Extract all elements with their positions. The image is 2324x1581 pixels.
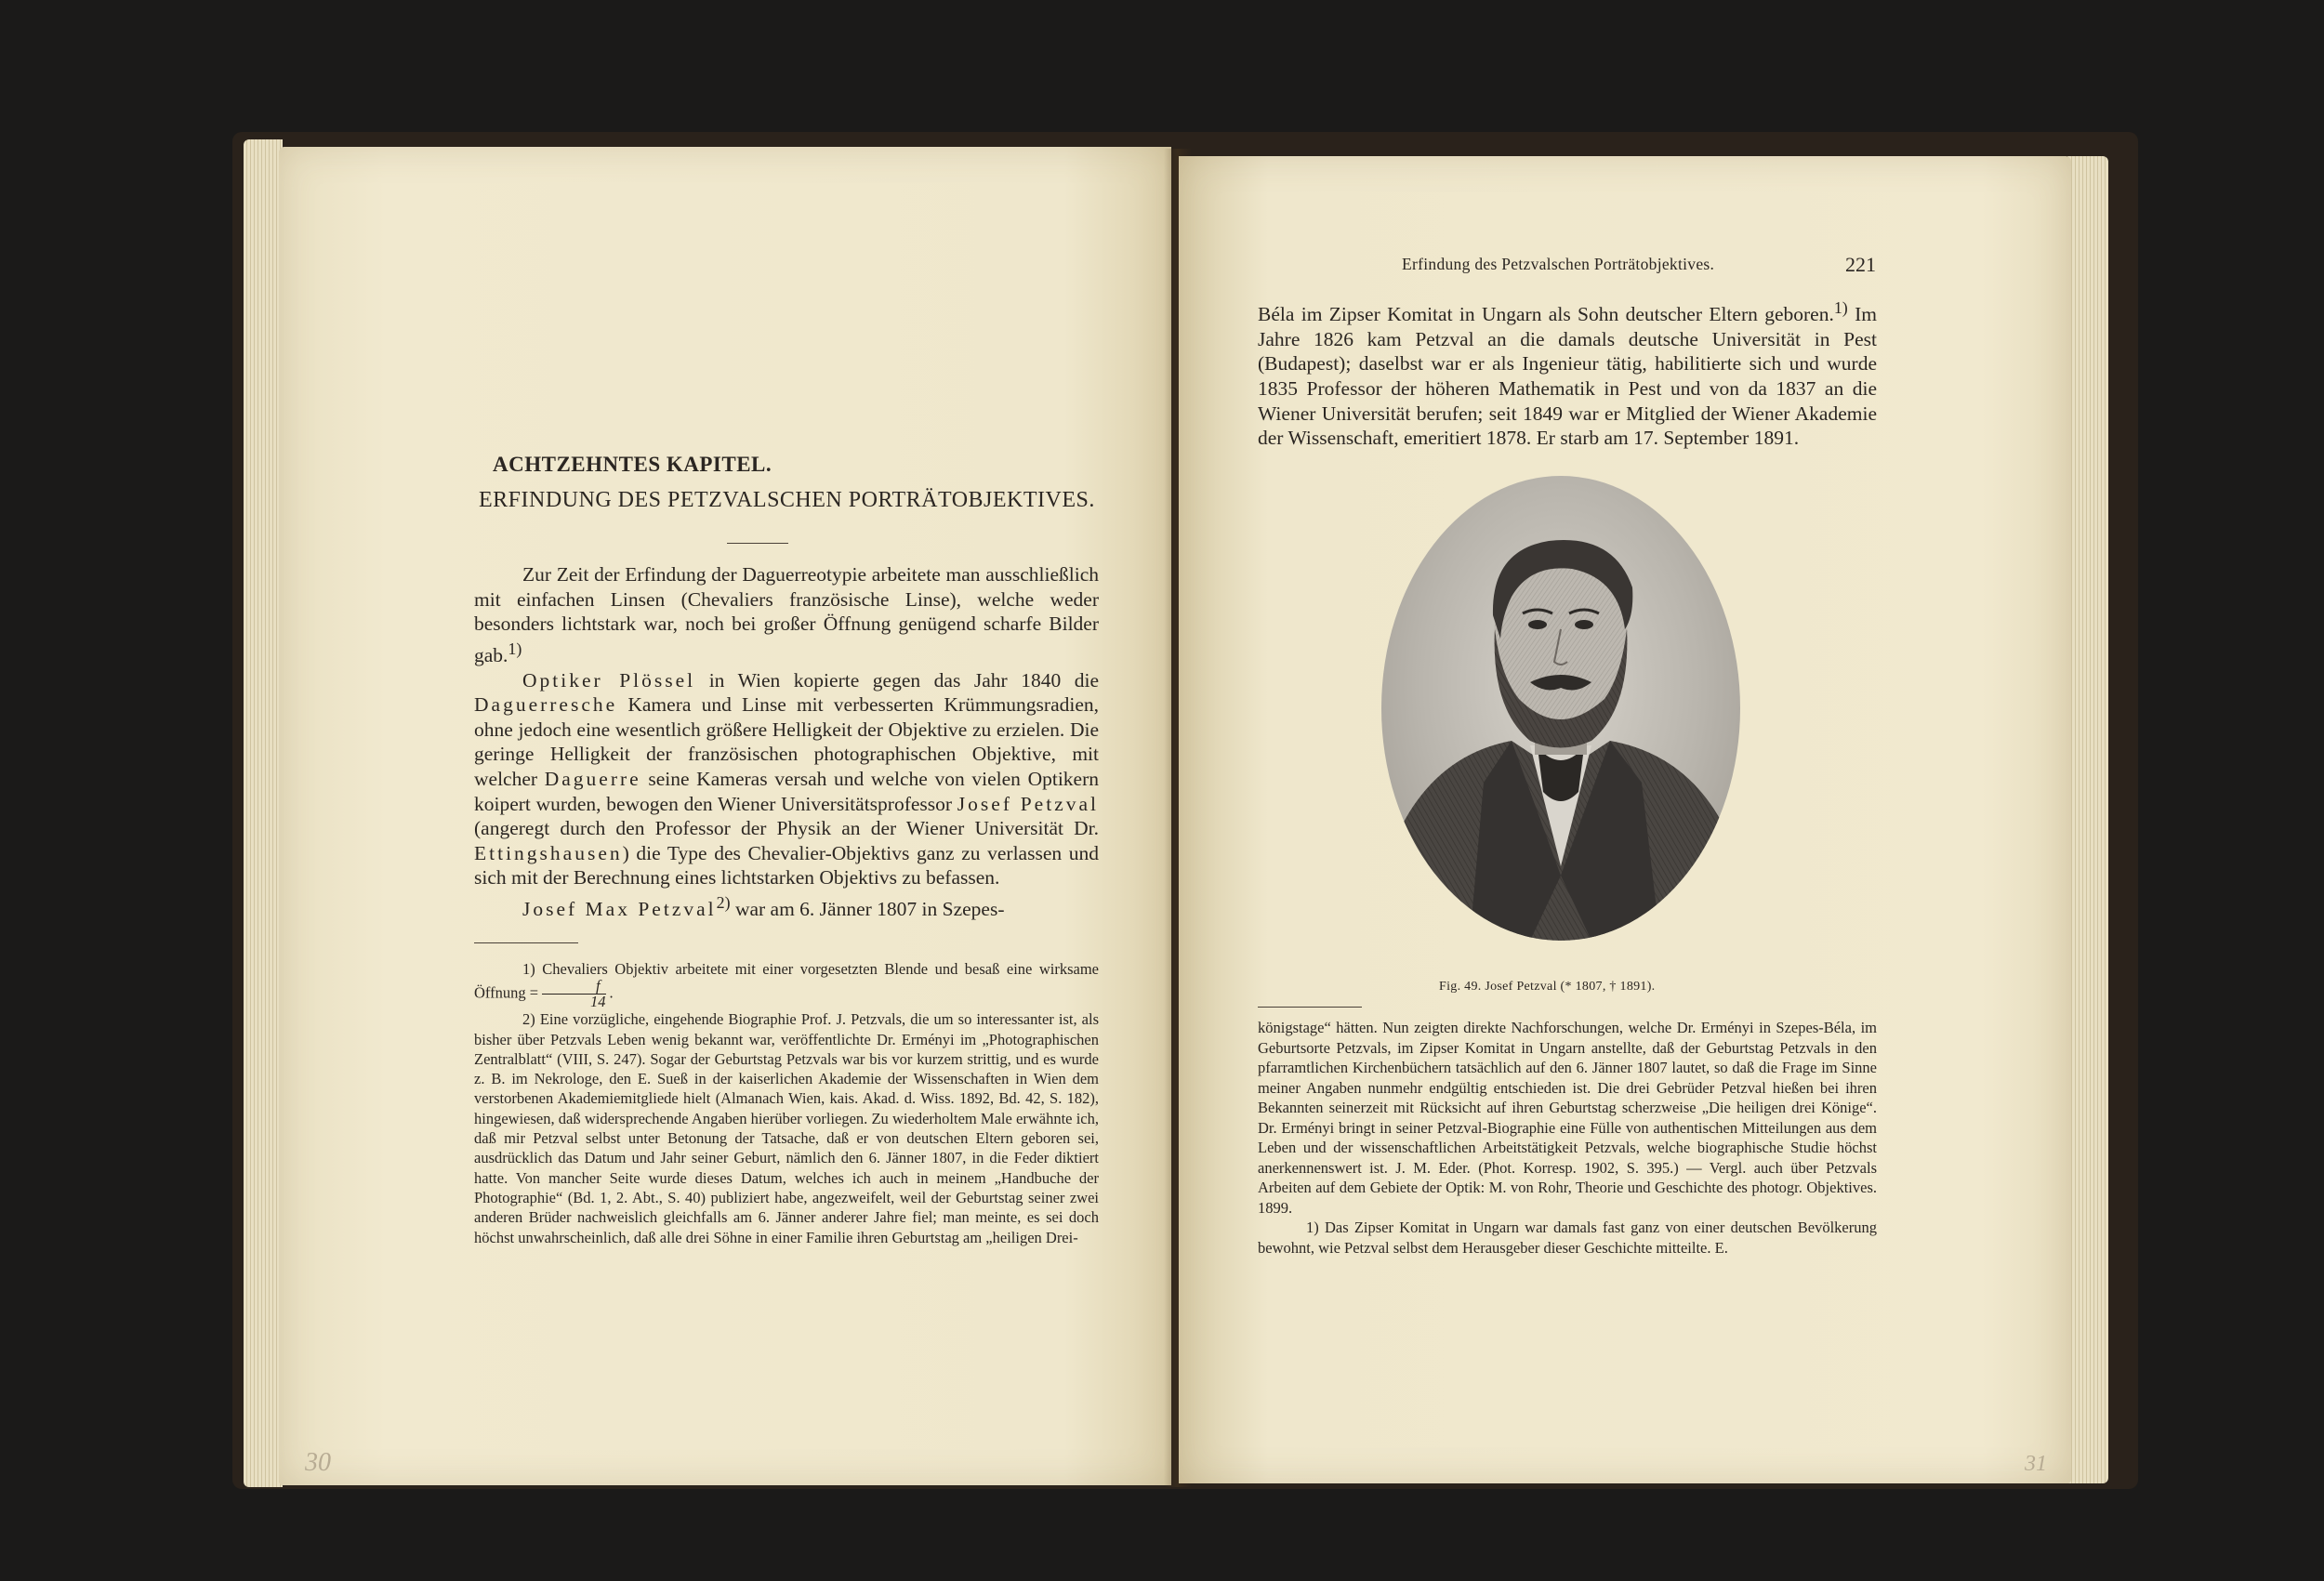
page-edges-left [244, 139, 283, 1487]
footnote-ref: 1) [1833, 298, 1848, 317]
left-body-text [474, 562, 1099, 922]
figure-caption: Fig. 49. Josef Petzval (* 1807, † 1891). [1439, 980, 1656, 994]
portrait-engraving [1381, 476, 1740, 941]
footnote-rule [474, 942, 578, 943]
running-head: Erfindung des Petzvalschen Porträtobjektives. [1402, 255, 1715, 273]
right-footnotes [1258, 1018, 1877, 1258]
footnote: 1) Das Zipser Komitat in Ungarn war damals fast ganz von einer deutschen Bevölkerung bewohnt, wie Petzval selbst dem Herausgeber dieser Geschichte mitteilte. E. [1258, 1219, 1877, 1257]
page-edges-right [2067, 156, 2108, 1483]
title-rule [727, 543, 788, 544]
paragraph: Josef Max Petzval$^{2)}$ war am 6. Jänner 1807 in Szepes- [522, 892, 1005, 921]
portrait-figure [1381, 476, 1740, 941]
footnote: 2) Eine vorzügliche, eingehende Biographie Prof. J. Petzvals, die um so interessanter ist, als bisher über Petzvals Leben wenig bekannt war, veröffentlichte Dr. Erményi im „Photographischen Zentralblatt“ (VIII, S. 247). Sogar der Geburtstag Petzvals war bis vor kurzem strittig, und es wurde z. B. im Nekrologe, den E. Sueß in der kaiserlichen Akademie der Wissenschaften in Wien dem verstorbenen Akademiemitgliede hielt (Almanach Wien, kais. Akad. d. Wiss. 1892, Bd. 42, S. 182), hingewiesen, daß widersprechende Angaben hierüber vorliegen. Zu wiederholtem Male erwähnte ich, daß mir Petzval selbst unter Betonung der Tatsache, daß er von deutschen Eltern geboren sei, ausdrücklich das Datum und Jahr seiner Geburt, nämlich den 6. Jänner 1807, in die Feder diktiert hatte. Von mancher Seite wurde dieses Datum, welches ich auch in meinem „Handbuche der Photographie“ (Bd. 1, 2. Abt., S. 40) publiziert habe, angezweifelt, weil der Geburtstag seiner zwei anderen Brüder nachweislich gleichfalls am 6. Jänner anderer Jahre fiel; man meinte, es sei doch höchst unwahrscheinlich, daß alle drei Söhne in einer Familie ihren Geburtstag am „heiligen Drei- [474, 1010, 1099, 1246]
footnote-continuation: königstage“ hätten. Nun zeigten direkte Nachforschungen, welche Dr. Erményi in Szepes-Béla, im Geburtsorte Petzvals, im Zipser Komitat in Ungarn anstellte, daß der Geburtstag Petzvals in den pfarramtlichen Kirchenbüchern tatsächlich auf den 6. Jänner 1807 lautet, so daß die Frage im Sinne meiner Angaben nunmehr endgültig entschieden ist. Die drei Gebrüder Petzval hießen bei ihren Bekannten seinerzeit mit Rücksicht auf ihren Geburtstag scherzweise „Die heiligen drei Könige“. Dr. Erményi bringt in seiner Petzval-Biographie eine Fülle von authentischen Mitteilungen aus dem Leben und der wissenschaftlichen Arbeitstätigkeit Petzvals, welche biographische Studie höchst anerkennenswert ist. J. M. Eder. (Phot. Korresp. 1902, S. 395.) — Vergl. auch über Petzvals Arbeiten auf dem Gebiete der Optik: M. von Rohr, Theorie und Geschichte des photogr. Objektives. 1899. [1258, 1019, 1877, 1217]
right-body-text [1258, 296, 1877, 451]
paragraph: Béla im Zipser Komitat in Ungarn als Sohn deutscher Eltern geboren.$^{1)}$ Im Jahre 1826 kam Petzval an die damals deutsche Universität in Pest (Budapest); daselbst war er als Ingenieur tätig, habilitierte sich und wurde 1835 Professor der höheren Mathematik in Pest und von da 1837 an die Wiener Universität berufen; seit 1849 war er Mitglied der Wiener Akademie der Wissenschaft, emeritiert 1878. Er starb am 17. September 1891. [1258, 298, 1878, 450]
footnote-ref: 2) [716, 892, 731, 912]
chapter-number: ACHTZEHNTES KAPITEL. [493, 453, 772, 476]
footnote-ref: 1) [508, 639, 522, 658]
page-number: 221 [1845, 253, 1876, 276]
chapter-title: ERFINDUNG DES PETZVALSCHEN PORTRÄTOBJEKTIVES. [479, 488, 1095, 512]
left-footnotes [474, 959, 1099, 1247]
pencil-mark: 31 [2025, 1452, 2047, 1476]
pencil-mark: 30 [305, 1448, 331, 1477]
footnote: 1) Chevaliers Objektiv arbeitete mit einer vorgesetzten Blende und besaß eine wirksame Öffnung = $\frac{f}{14}$ . [474, 960, 1099, 1011]
paragraph: Optiker Plössel in Wien kopierte gegen das Jahr 1840 die Daguerresche Kamera und Linse mit verbesserten Krümmungsradien, ohne jedoch eine wesentlich größere Helligkeit der Objektive zu erzielen. Die geringe Helligkeit der französischen photographischen Objektive, mit welcher Daguerre seine Kameras versah und welche von vielen Optikern koipert wurden, bewogen den Wiener Universitätsprofessor Josef Petzval (angeregt durch den Professor der Physik an der Wiener Universität Dr. Ettingshausen) die Type des Chevalier-Objektivs ganz zu verlassen und sich mit der Berechnung eines lichtstarken Objektivs zu befassen. [474, 668, 1100, 889]
paragraph: Zur Zeit der Erfindung der Daguerreotypie arbeitete man ausschließlich mit einfachen Linsen (Chevaliers französische Linse), welche weder besonders lichtstark war, noch bei großer Öffnung genügend scharfe Bilder gab.$^{1)}$ [474, 563, 1099, 666]
footnote-rule [1258, 1007, 1362, 1008]
fraction: $\frac{f}{14}$ [542, 979, 606, 1009]
